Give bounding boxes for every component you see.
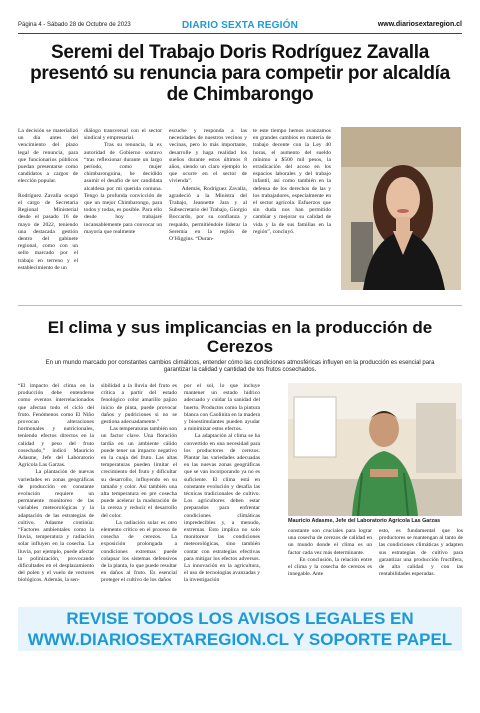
website-link[interactable]: www.diariosextaregion.cl bbox=[377, 21, 462, 28]
article2-headline: El clima y sus implicancias en la producción de Cerezos bbox=[47, 318, 433, 356]
page-date-line: Página 4 - Sábado 28 de Octubre de 2023 bbox=[18, 22, 131, 28]
article2-column-1: “El impacto del clima en la producción debe entenderse como eventos interrelacionados que afectan todo el ciclo del fruto. Fenómenos como El Niño provocan alteraciones hormonales y nutricionales, teniendo efectos directos en la calidad y peso del fruto cosechado,” indicó Mauricio Adasme, Jefe del Laboratorio Agrícola Las Garzas. La plantación de nuevas variedades en zonas geográficas de producción en constante evolución requiere un permanente monitoreo de las variables meteorológicas y la adaptación de las estrategias de cultivo. Adasme continúa: “Factores ambientales como la lluvia, temperatura y radiación solar influyen en la cosecha. La lluvia, por ejemplo, puede afectar la polinización, provocando dificultades en el desplazamiento del polen y el vuelo de vectores biológicos. Además, la sen- bbox=[18, 383, 94, 584]
article2-column-5: esto, es fundamental que los productores se mantengan al tanto de las condiciones climáticas y adapten sus estrategias de cultivo para garantizar una producción fructífera, de alta calidad y con las rentabilidades esperadas. bbox=[379, 528, 465, 578]
article1-column-4: te este tiempo hemos avanzamos en grandes cambios en materia de trabajo decente con la Ley 40 horas, el aumento del sueldo mínimo a $500 mil pesos, la erradicación del acoso en los espacios laborales y del trabajo infantil, así como también en la defensa de los derechos de las y los trabajadores, especialmente en el sector agrícola. Esfuerzos que sin duda nos han permitido cambiar y mejorar su calidad de vida y la de sus familias en la región”, concluyó. bbox=[253, 128, 333, 235]
article2-deck: En un mundo marcado por constantes cambios climáticos, entender cómo las condiciones atmosféricas influyen en la producción es esencial para garantizar la calidad y cantidad de los frutos cosechados. bbox=[45, 360, 435, 374]
seremi-portrait-photo bbox=[341, 127, 461, 290]
header-rule bbox=[18, 33, 462, 34]
lab-photo-illustration bbox=[288, 383, 462, 516]
legal-notice-line-1: REVISE TODOS LOS AVISOS LEGALES EN bbox=[66, 609, 414, 628]
article1-column-3: escuche y responda a las necesidades de nuestros vecinos y vecinas, pero lo más importante, desarrolle y haga realidad los sueños durante estos últimos 8 años, siendo un claro ejemplo lo que ocurre en el sector de vivienda”. Además, Rodríguez Zavalla, agradeció a la Ministra del Trabajo, Jeannette Jara y al Subsecretario del Trabajo, Giorgio Boccardo, por su confianza y respaldo, permitiéndole liderar la Seremía en la región de O’Higgins. “Duran- bbox=[169, 128, 248, 243]
portrait-illustration bbox=[341, 127, 461, 290]
adasme-portrait-photo bbox=[288, 383, 462, 516]
article2-column-2: sibilidad a la lluvia del fruto es crítica a partir del estado fenológico color amarillo pajizo inicio de pinta, puede provocar daños y pudriciones si no se gestiona adecuadamente.” Las temperaturas también son un factor clave. Una floración tardía en un ambiente cálido puede tener un impacto negativo en la cuaja del fruto. Las altas temperaturas pueden limitar el crecimiento del fruto y dificultar su desarrollo, influyendo en su tamaño y color. Así también una alta temperatura en pre cosecha puede acelerar la maduración de la cereza y reducir el desarrollo del color. La radiación solar es otro elemento crítico en el proceso de cosecha de cerezos. La exposición prolongada a condiciones extremas puede colapsar los sistemas defensivos de la planta, lo que puede resultar en daños al fruto. Es esencial proteger el cultivo de los daños bbox=[101, 383, 177, 584]
article2-column-3: por el sol, lo que incluye mantener un estado hídrico adecuado y cuidar la sanidad del huerto. Productos como la pintura blanca con Caolinita en la madera y bioestimulantes pueden ayudar a minimizar estos efectos. La adaptación al clima se ha convertido en una necesidad para los productores de cerezos. Plantar las variedades adecuadas en las nuevas zonas geográficas que se van incorporando ya no es suficiente. El clima está en constante evolución y desafía las técnicas tradicionales de cultivo. Los agricultores deben estar preparados para enfrentar condiciones climáticas impredecibles y, a menudo, extremas. Esto implica no solo monitorear las condiciones meteorológicas, sino también contar con estrategias efectivas para mitigar los efectos adversos. La innovación en la agricultura, el uso de tecnologías avanzadas y la investigación bbox=[184, 383, 260, 584]
section-title: DIARIO SEXTA REGIÓN bbox=[181, 20, 299, 31]
article2-column-4: constante son cruciales para lograr una cosecha de cerezos de calidad en un mundo donde el clima es un factor cada vez más determinante. En conclusión, la relación entre el clima y la cosecha de cerezos es innegable. Ante bbox=[288, 528, 373, 578]
section-divider bbox=[18, 305, 462, 306]
article1-column-1: La decisión se materializó un día antes del vencimiento del plazo legal de renuncia, para que funcionarios públicos puedan presentarse como candidatos a cargos de elección popular. Rodríguez Zavalla ocupó el cargo de Secretaria Regional Ministerial desde el pasado 16 de mayo de 2022, teniendo una destacada gestión dentro del gabinete regional, como con un sello marcado por el trabajo en terreno y el establecimiento de un bbox=[18, 128, 78, 271]
legal-notice-text[interactable] bbox=[18, 608, 462, 650]
legal-notice-line-2[interactable]: WWW.DIARIOSEXTAREGION.CL Y SOPORTE PAPEL bbox=[27, 630, 453, 649]
article1-headline: Seremi del Trabajo Doris Rodríguez Zavalla presentó su renuncia para competir por alcaldía de Chimbarongo bbox=[30, 42, 450, 105]
photo-caption: Mauricio Adasme, Jefe del Laboratorio Agrícola Las Garzas bbox=[288, 518, 441, 524]
article1-column-2: diálogo transversal con el sector sindical y empresarial. Tras su renuncia, la ex autoridad de Gobierno sostuvo “tras reflexionar durante un largo período, como mujer chimbaronguina, he decidido asumir el desafío de ser candidata alcaldesa por mi querida comuna. Tengo la profunda convicción de que un mejor Chimbarongo, para todos y todas, es posible. Para ello desde hoy trabajaré incansablemente para convocar un mayoría que realmente bbox=[84, 128, 163, 235]
